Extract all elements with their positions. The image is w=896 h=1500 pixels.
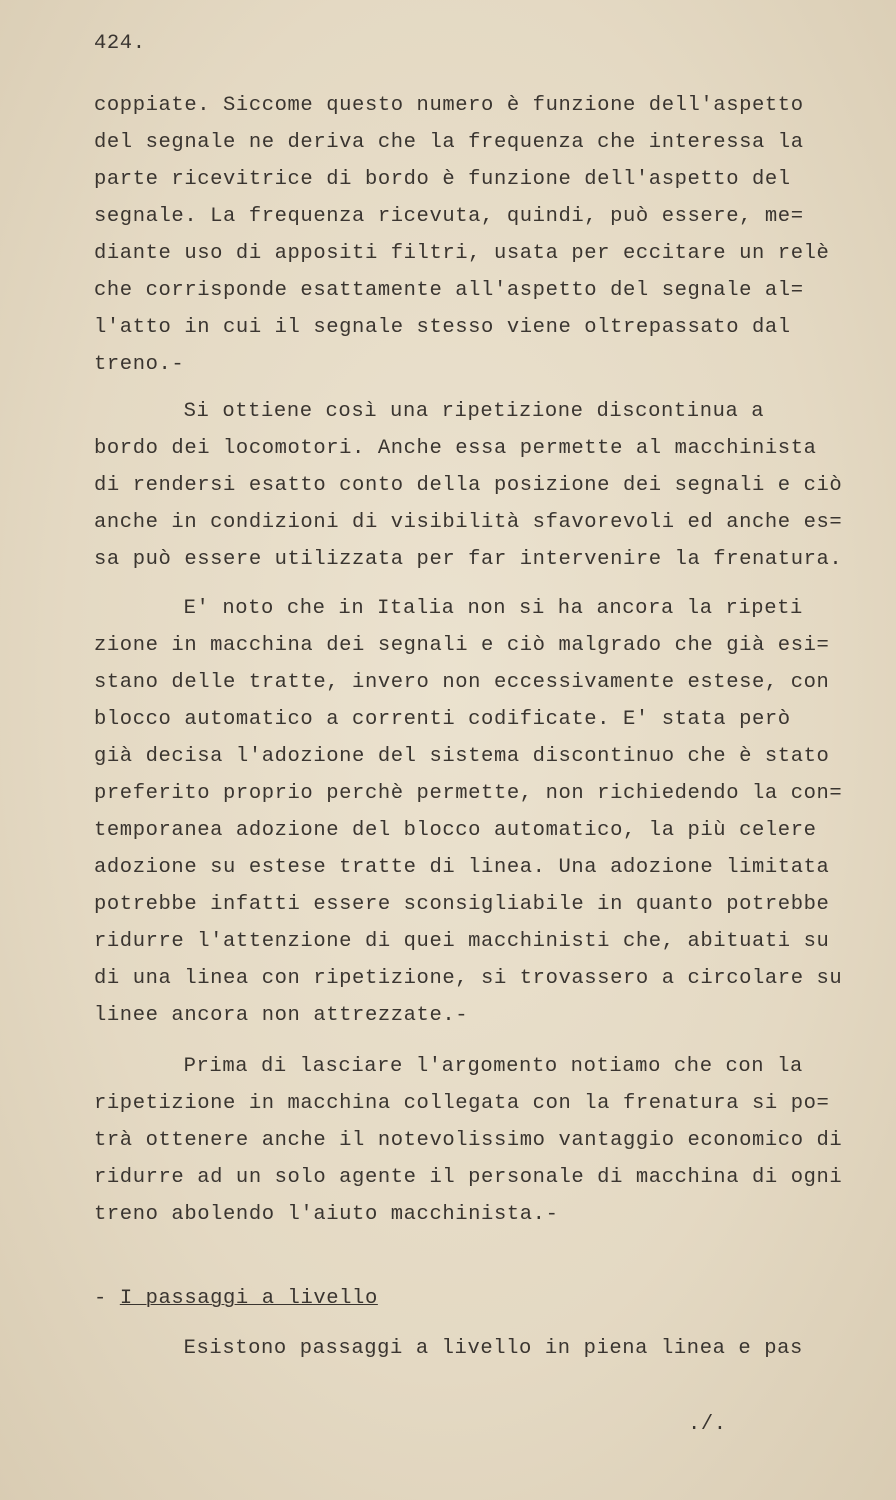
text-line: Prima di lasciare l'argomento notiamo che con la (132, 1055, 803, 1078)
text-line: adozione su estese tratte di linea. Una adozione limitata (94, 856, 830, 879)
text-line: diante uso di appositi filtri, usata per eccitare un relè (94, 242, 830, 265)
section-heading (94, 1287, 378, 1311)
text-line: potrebbe infatti essere sconsigliabile in quanto potrebbe (94, 893, 830, 916)
text-line: parte ricevitrice di bordo è funzione dell'aspetto del (94, 168, 791, 191)
text-line: blocco automatico a correnti codificate. E' stata però (94, 708, 791, 731)
text-line: zione in macchina dei segnali e ciò malgrado che già esi= (94, 634, 830, 657)
text-line: stano delle tratte, invero non eccessivamente estese, con (94, 671, 830, 694)
text-line: anche in condizioni di visibilità sfavorevoli ed anche es= (94, 511, 843, 534)
text-line: l'atto in cui il segnale stesso viene oltrepassato dal (94, 316, 791, 339)
text-line: treno abolendo l'aiuto macchinista.- (94, 1203, 559, 1226)
text-line: Si ottiene così una ripetizione discontinua a (132, 400, 765, 423)
text-line: treno.- (94, 353, 185, 376)
text-line: di una linea con ripetizione, si trovassero a circolare su (94, 967, 843, 990)
text-line: E' noto che in Italia non si ha ancora la ripeti (132, 597, 803, 620)
text-line: che corrisponde esattamente all'aspetto del segnale al= (94, 279, 804, 302)
text-line: del segnale ne deriva che la frequenza che interessa la (94, 131, 804, 154)
text-line: ripetizione in macchina collegata con la frenatura si po= (94, 1092, 830, 1115)
continuation-mark: ./. (688, 1413, 727, 1436)
text-line: trà ottenere anche il notevolissimo vantaggio economico di (94, 1129, 843, 1152)
text-line: coppiate. Siccome questo numero è funzione dell'aspetto (94, 94, 804, 117)
text-line: segnale. La frequenza ricevuta, quindi, può essere, me= (94, 205, 804, 228)
heading-dash: - (94, 1287, 120, 1310)
text-line: linee ancora non attrezzate.- (94, 1004, 469, 1027)
page-number: 424. (94, 32, 146, 55)
heading-text: I passaggi a livello (119, 1287, 378, 1310)
text-line: temporanea adozione del blocco automatico, la più celere (94, 819, 817, 842)
text-line: ridurre l'attenzione di quei macchinisti che, abituati su (94, 930, 830, 953)
text-line: ridurre ad un solo agente il personale di macchina di ogni (94, 1166, 843, 1189)
text-line: di rendersi esatto conto della posizione dei segnali e ciò (94, 474, 843, 497)
text-line: sa può essere utilizzata per far intervenire la frenatura. (94, 548, 843, 571)
text-line: preferito proprio perchè permette, non richiedendo la con= (94, 782, 843, 805)
text-line: già decisa l'adozione del sistema discontinuo che è stato (94, 745, 830, 768)
text-line: bordo dei locomotori. Anche essa permette al macchinista (94, 437, 817, 460)
text-line: Esistono passaggi a livello in piena linea e pas (132, 1337, 803, 1360)
